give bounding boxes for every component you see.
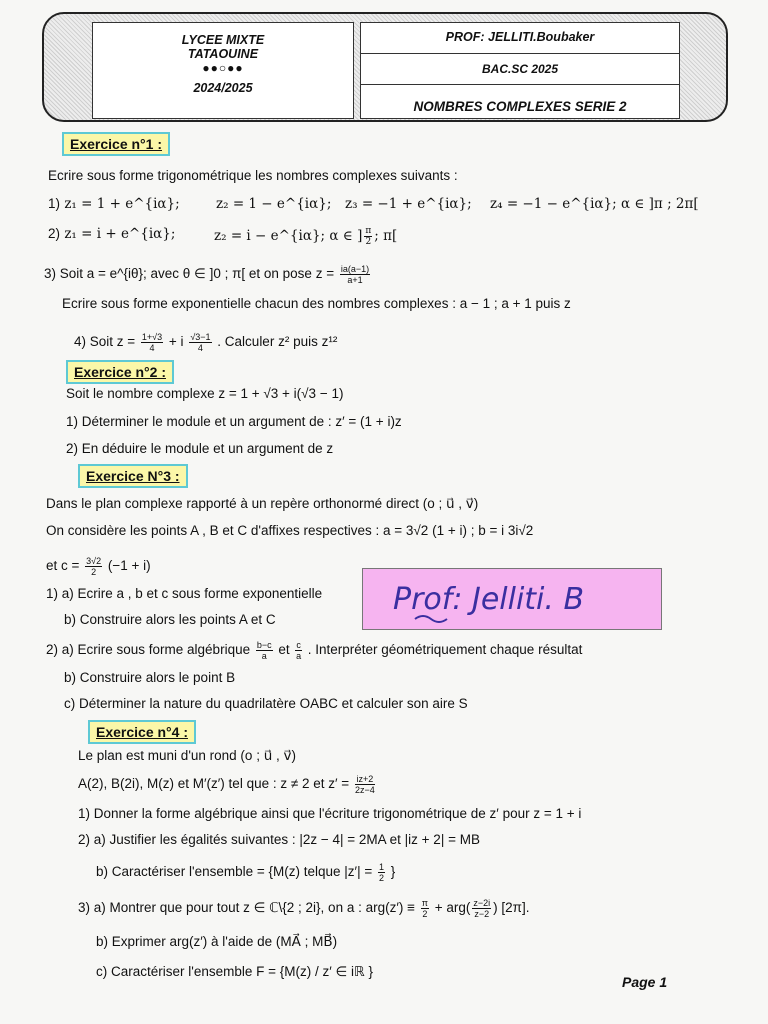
ex3-line2: On considère les points A , B et C d'affixes respectives : a = 3√2 (1 + i) ; b = i 3i√2 bbox=[46, 523, 534, 538]
ex3-line1: Dans le plan complexe rapporté à un repère orthonormé direct (o ; u⃗ , v⃗) bbox=[46, 496, 479, 511]
fraction-half bbox=[378, 862, 385, 883]
ex4-line3: 1) Donner la forme algébrique ainsi que l'écriture trigonométrique de z′ pour z = 1 + i bbox=[78, 806, 582, 821]
fraction-1 bbox=[141, 332, 163, 353]
page-number: Page 1 bbox=[622, 974, 668, 990]
ex4-line5 bbox=[96, 862, 395, 883]
frac-den: a bbox=[296, 651, 302, 661]
ex1-intro: Ecrire sous forme trigonométrique les nombres complexes suivants : bbox=[48, 168, 458, 183]
ex2-line2: 1) Déterminer le module et un argument de : z′ = (1 + i)z bbox=[66, 414, 402, 429]
ex4-l5-text: b) Caractériser l'ensemble = {M(z) telque |z′| = bbox=[96, 864, 373, 880]
frac-num: π bbox=[365, 226, 372, 236]
frac-den: 2 bbox=[91, 567, 97, 577]
frac-num: 1+√3 bbox=[141, 332, 163, 342]
ex3-l3-text: et c = bbox=[46, 558, 80, 574]
frac-den: 2 bbox=[422, 909, 428, 919]
fraction-z bbox=[340, 264, 370, 285]
signature-text: Prof: Jelliti. B bbox=[393, 582, 585, 617]
exercise-3-title: Exercice N°3 : bbox=[78, 464, 188, 488]
frac-den: 2z−4 bbox=[354, 785, 375, 795]
ex1-l2-end: ; π[ bbox=[374, 228, 398, 244]
fraction-c bbox=[85, 556, 102, 577]
ex1-q4-text: 4) Soit z = bbox=[74, 334, 136, 350]
ex3-line6 bbox=[46, 640, 582, 661]
fraction-zprime bbox=[355, 774, 375, 795]
prof-name: PROF: JELLITI.Boubaker bbox=[361, 23, 679, 54]
ex4-l2-text: A(2), B(2i), M(z) et M′(z′) tel que : z ≠ 2 et z′ = bbox=[78, 776, 350, 792]
fraction-pi-over-2 bbox=[364, 226, 372, 247]
ex1-l1-z3: z₃ = −1 + e^{iα}; bbox=[345, 196, 472, 212]
ex1-l2-z1: z₁ = i + e^{iα}; bbox=[64, 226, 176, 242]
ex1-q3-text: 3) Soit a = e^{iθ}; avec θ ∈ ]0 ; π[ et on pose z = bbox=[44, 266, 335, 282]
rating-dots: ●●○●● bbox=[202, 61, 244, 75]
frac-den: a bbox=[261, 651, 267, 661]
header-banner bbox=[42, 12, 728, 122]
ex1-line2 bbox=[48, 226, 175, 242]
frac-num: √3−1 bbox=[190, 332, 211, 342]
school-name-line1: LYCEE MIXTE bbox=[181, 33, 265, 47]
ex1-q3-instruction: Ecrire sous forme exponentielle chacun des nombres complexes : a − 1 ; a + 1 puis z bbox=[62, 296, 571, 311]
school-year: 2024/2025 bbox=[193, 81, 253, 95]
ex1-q4-end: . Calculer z² puis z¹² bbox=[217, 334, 338, 350]
ex1-l2-z2 bbox=[214, 226, 397, 247]
ex4-l5-end: } bbox=[390, 864, 396, 880]
ex3-line4: 1) a) Ecrire a , b et c sous forme exponentielle bbox=[46, 586, 323, 601]
fraction-ca bbox=[295, 640, 302, 661]
frac-num: 1 bbox=[379, 862, 385, 872]
exercise-4-title: Exercice n°4 : bbox=[88, 720, 196, 744]
frac-num: b−c bbox=[256, 640, 272, 650]
bac-label: BAC.SC 2025 bbox=[361, 54, 679, 85]
ex3-line7: b) Construire alors le point B bbox=[64, 670, 236, 685]
ex1-l2-z2-text: z₂ = i − e^{iα}; α ∈ ] bbox=[214, 228, 363, 244]
frac-num: π bbox=[421, 898, 428, 908]
ex1-q3 bbox=[44, 264, 372, 285]
fraction-arg bbox=[472, 898, 491, 919]
ex4-l6-arg: + arg( bbox=[434, 900, 471, 916]
ex1-l2-label: 2) bbox=[48, 226, 61, 241]
ex1-q4 bbox=[74, 332, 337, 353]
ex1-l1-label: 1) bbox=[48, 196, 61, 211]
signature-handwriting bbox=[363, 569, 660, 628]
frac-den: 4 bbox=[197, 343, 203, 353]
ex4-l6-text: 3) a) Montrer que pour tout z ∈ ℂ\{2 ; 2i}, on a : arg(z′) ≡ bbox=[78, 900, 415, 916]
ex4-line1: Le plan est muni d'un rond (o ; u⃗ , v⃗) bbox=[78, 748, 296, 763]
title-box bbox=[360, 22, 680, 119]
ex4-line2 bbox=[78, 774, 377, 795]
ex3-l6-and: et bbox=[278, 642, 290, 658]
frac-num: 3√2 bbox=[86, 556, 102, 566]
ex1-l1-z1: z₁ = 1 + e^{iα}; bbox=[64, 196, 180, 212]
ex3-l3-end: (−1 + i) bbox=[107, 558, 151, 574]
ex3-line5: b) Construire alors les points A et C bbox=[64, 612, 276, 627]
frac-num: iz+2 bbox=[356, 774, 374, 784]
ex3-line8: c) Déterminer la nature du quadrilatère OABC et calculer son aire S bbox=[64, 696, 468, 711]
ex4-line7: b) Exprimer arg(z′) à l'aide de (MA⃗ ; MB⃗) bbox=[96, 934, 338, 949]
ex2-line1: Soit le nombre complexe z = 1 + √3 + i(√3 − 1) bbox=[66, 386, 344, 401]
exercise-1-title: Exercice n°1 : bbox=[62, 132, 170, 156]
fraction-bc bbox=[256, 640, 273, 661]
ex4-line8: c) Caractériser l'ensemble F = {M(z) / z′ ∈ iℝ } bbox=[96, 964, 374, 979]
fraction-2 bbox=[189, 332, 211, 353]
school-name-line2: TATAOUINE bbox=[187, 47, 259, 61]
ex1-q4-mid: + i bbox=[168, 334, 184, 350]
frac-den: a+1 bbox=[347, 275, 363, 285]
ex3-l6-text: 2) a) Ecrire sous forme algébrique bbox=[46, 642, 251, 658]
frac-den: z−2 bbox=[474, 909, 490, 919]
ex1-l1-z2: z₂ = 1 − e^{iα}; bbox=[216, 196, 332, 212]
ex4-line6 bbox=[78, 898, 530, 919]
fraction-pi2 bbox=[421, 898, 429, 919]
ex2-line3: 2) En déduire le module et un argument de z bbox=[66, 441, 334, 456]
frac-num: z−2i bbox=[473, 898, 491, 908]
frac-num: c bbox=[296, 640, 301, 650]
frac-num: ia(a−1) bbox=[340, 264, 370, 274]
exercise-2-title: Exercice n°2 : bbox=[66, 360, 174, 384]
ex1-line1 bbox=[48, 196, 180, 212]
signature-stamp bbox=[362, 568, 662, 630]
ex3-line3 bbox=[46, 556, 151, 577]
ex4-line4: 2) a) Justifier les égalités suivantes : |2z − 4| = 2MA et |iz + 2| = MB bbox=[78, 832, 480, 847]
frac-den: 2 bbox=[379, 873, 385, 883]
ex3-l6-end: . Interpréter géométriquement chaque résultat bbox=[307, 642, 583, 658]
ex1-l1-z4: z₄ = −1 − e^{iα}; α ∈ ]π ; 2π[ bbox=[490, 196, 699, 212]
school-box bbox=[92, 22, 354, 119]
frac-den: 4 bbox=[149, 343, 155, 353]
series-title: NOMBRES COMPLEXES SERIE 2 bbox=[413, 99, 627, 114]
ex4-l6-end: ) [2π]. bbox=[493, 900, 530, 916]
frac-den: 2 bbox=[365, 237, 372, 247]
